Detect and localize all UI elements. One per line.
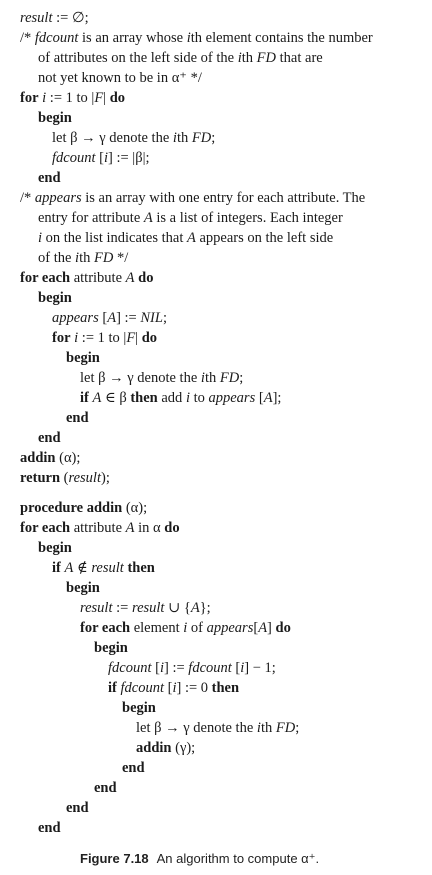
code-text: in α [134,520,165,536]
code-identifier: FD [256,50,277,66]
code-keyword: procedure addin [20,500,123,516]
code-text: [ [231,660,241,676]
code-identifier: A [258,620,268,636]
code-text: [ [98,310,108,326]
code-identifier: appears [208,390,256,406]
code-keyword: end [38,430,61,446]
code-line [20,468,110,488]
code-text: := 1 to | [78,330,127,346]
code-identifier: i [74,330,79,346]
code-text: | [135,330,142,346]
code-identifier: i [186,30,191,46]
code-identifier: A [143,210,153,226]
code-keyword: do [141,330,158,346]
code-keyword: end [66,410,89,426]
code-line [80,598,211,618]
code-identifier: i [183,620,188,636]
code-text: ); [100,470,110,486]
code-identifier: result [91,560,124,576]
code-identifier: fdcount [34,30,79,46]
code-text: attribute [70,270,126,286]
code-keyword: if [108,680,117,696]
code-identifier: A [263,390,273,406]
code-line [38,538,72,558]
code-keyword: then [130,390,158,406]
code-line [122,698,156,718]
code-identifier: i [159,660,164,676]
code-identifier: i [103,150,108,166]
code-identifier: A [187,230,196,246]
code-text: ; [239,370,244,386]
code-text: not yet known to be in α⁺ */ [38,70,202,86]
code-line [66,798,89,818]
code-text: let β → γ denote the [52,130,173,146]
code-line [20,518,180,538]
code-identifier: fdcount [188,660,232,676]
code-identifier: result [20,10,53,26]
code-line [20,498,147,518]
code-text: ; [211,130,216,146]
code-keyword: addin [136,740,172,756]
code-text: ; [162,310,167,326]
code-line [20,8,89,28]
code-line [38,68,202,88]
code-text: ∪ { [164,600,191,616]
code-line [108,678,239,698]
code-line [38,228,333,248]
code-text: := [112,600,132,616]
code-text: ( [60,470,69,486]
code-keyword: end [122,760,145,776]
code-identifier: i [256,720,261,736]
code-identifier: A [125,520,135,536]
code-text: element [130,620,184,636]
code-keyword: begin [66,350,100,366]
code-identifier: appears [52,310,99,326]
code-identifier: i [172,680,177,696]
code-keyword: begin [38,540,72,556]
code-identifier: FD [219,370,240,386]
code-identifier: A [125,270,135,286]
code-keyword: end [38,820,61,836]
code-text: add [157,390,186,406]
code-line [66,408,89,428]
code-identifier: i [237,50,242,66]
code-identifier: FD [191,130,212,146]
code-text: [ [95,150,104,166]
code-identifier: i [75,250,80,266]
code-text: }; [199,600,211,616]
code-text: [ [255,390,264,406]
code-identifier: fdcount [52,150,96,166]
code-identifier: F [94,90,104,106]
code-line [80,368,243,388]
code-text: appears on the left side [195,230,334,246]
code-text: /* [20,190,35,206]
code-identifier: F [126,330,136,346]
code-line [136,718,299,738]
code-line [20,448,80,468]
code-text: /* [20,30,35,46]
code-keyword: for [20,90,39,106]
code-keyword: return [20,470,61,486]
code-text: ∈ β [101,390,131,406]
code-text: entry for attribute [38,210,144,226]
code-keyword: do [275,620,291,636]
code-keyword: for each [20,270,71,286]
code-text: ] := |β|; [108,150,150,166]
code-keyword: addin [20,450,56,466]
code-line [38,48,323,68]
code-text: of the [38,250,76,266]
code-identifier: appears [206,620,254,636]
code-text: let β → γ denote the [136,720,257,736]
code-text: th [176,130,192,146]
code-text: is an array with one entry for each attribute. The [81,190,366,206]
code-text: th element contains the number [190,30,373,46]
code-line [94,778,117,798]
code-identifier: A [190,600,200,616]
code-line [38,428,61,448]
figure-caption [80,849,319,869]
code-identifier: FD [275,720,296,736]
code-line [52,128,215,148]
code-keyword: for each [20,520,71,536]
code-identifier: result [80,600,113,616]
code-text: to [189,390,209,406]
code-line [20,268,153,288]
code-identifier: FD [93,250,114,266]
code-line [38,168,61,188]
code-text: */ [113,250,129,266]
code-text: (α); [122,500,148,516]
code-keyword: end [66,800,89,816]
code-identifier: result [68,470,101,486]
code-identifier: i [240,660,245,676]
code-text: th [241,50,257,66]
code-line [66,578,100,598]
code-identifier: NIL [140,310,163,326]
code-line [52,308,167,328]
code-keyword: begin [94,640,128,656]
code-keyword: then [211,680,240,696]
code-line [122,758,145,778]
code-text: th [260,720,276,736]
code-text: of attributes on the left side of the [38,50,238,66]
code-line [20,88,125,108]
code-identifier: i [172,130,177,146]
code-line [38,818,61,838]
figure-number: Figure 7.18 [80,851,149,866]
code-identifier: A [92,390,102,406]
code-identifier: fdcount [120,680,164,696]
code-text: attribute [70,520,126,536]
code-keyword: do [138,270,154,286]
code-text: on the list indicates that [42,230,188,246]
code-identifier: result [131,600,165,616]
code-line [136,738,195,758]
code-text: (γ); [171,740,196,756]
code-line [38,248,128,268]
code-identifier: A [107,310,117,326]
code-line [52,558,155,578]
code-identifier: i [185,390,190,406]
code-keyword: for [52,330,71,346]
code-text: ] − 1; [244,660,276,676]
code-text: ] := [116,310,141,326]
code-keyword: then [127,560,155,576]
code-text: th [79,250,94,266]
code-text: [ [151,660,160,676]
code-keyword: do [109,90,126,106]
code-line [52,148,150,168]
code-text: is an array whose [78,30,187,46]
code-keyword: begin [38,290,72,306]
code-text: | [103,90,110,106]
code-keyword: if [52,560,61,576]
code-identifier: fdcount [108,660,152,676]
code-text: ]; [272,390,282,406]
code-text: [ [163,680,173,696]
code-line [52,328,157,348]
code-identifier: i [38,230,43,246]
code-line [94,638,128,658]
figure-caption-text: An algorithm to compute α⁺. [156,851,320,866]
code-text: := 1 to | [46,90,95,106]
code-line [20,28,373,48]
code-identifier: A [64,560,74,576]
code-line [38,208,343,228]
code-line [38,288,72,308]
code-line [108,658,276,678]
code-text: ] := 0 [176,680,212,696]
code-line [80,618,291,638]
code-text: is a list of integers. Each integer [152,210,343,226]
code-text: th [204,370,220,386]
code-keyword: for each [80,620,131,636]
code-text: [ [253,620,259,636]
code-keyword: begin [66,580,100,596]
code-text: ; [295,720,300,736]
code-text: of [187,620,207,636]
code-text: ∉ [73,560,92,576]
code-line [38,108,72,128]
code-identifier: i [42,90,47,106]
code-text: that are [276,50,323,66]
code-identifier: i [200,370,205,386]
code-text: let β → γ denote the [80,370,201,386]
code-keyword: end [94,780,117,796]
code-identifier: appears [34,190,82,206]
code-line [80,388,281,408]
code-text: ] [267,620,276,636]
code-line [20,188,365,208]
code-keyword: if [80,390,89,406]
code-text: := ∅; [52,10,89,26]
code-keyword: begin [122,700,156,716]
code-text: (α); [55,450,81,466]
code-keyword: do [164,520,180,536]
code-keyword: begin [38,110,72,126]
code-keyword: end [38,170,61,186]
code-text: ] := [164,660,189,676]
code-line [66,348,100,368]
